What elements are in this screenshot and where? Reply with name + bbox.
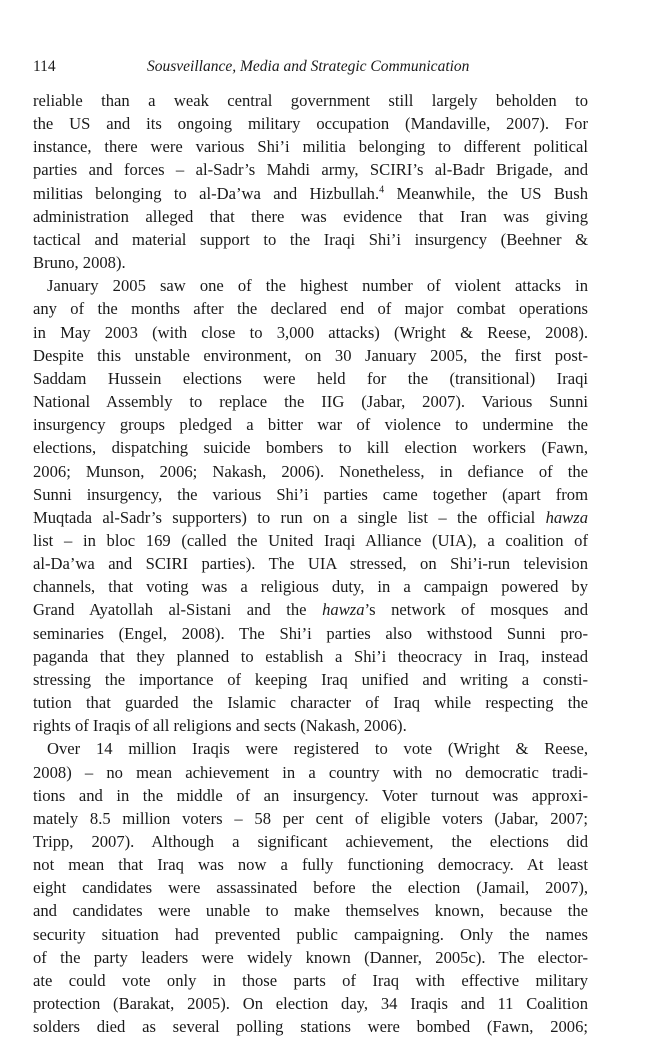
page-number: 114 <box>33 58 56 75</box>
text-line: reliable than a weak central government still largely beholden to <box>33 91 588 110</box>
italic-term: hawza <box>322 600 365 620</box>
text-line: administration alleged that there was evidence that Iran was giving <box>33 206 588 226</box>
body-text <box>33 89 588 1038</box>
text-line: protection (Barakat, 2005). On election day, 34 Iraqis and 11 Coalition <box>33 994 588 1014</box>
text-line: not mean that Iraq was now a fully functioning democracy. At least <box>33 855 588 875</box>
text-line <box>33 598 588 621</box>
text-line: 2006; Munson, 2006; Nakash, 2006). Nonetheless, in defiance of the <box>33 461 588 481</box>
text-line: of the party leaders were widely known (Danner, 2005c). The elector- <box>33 947 588 967</box>
text-segment: Muqtada al-Sadr’s supporters) to run on a single list – the official <box>33 507 546 527</box>
text-line: Despite this unstable environment, on 30 January 2005, the first post- <box>33 345 588 365</box>
text-segment: ’s network of mosques and <box>364 600 588 620</box>
text-line <box>33 506 588 529</box>
text-segment: militias belonging to al-Da’wa and Hizbullah. <box>33 183 380 203</box>
text-segment: Grand Ayatollah al-Sistani and the <box>33 600 323 620</box>
text-line: Saddam Hussein elections were held for the (transitional) Iraqi <box>33 368 588 388</box>
text-line: January 2005 saw one of the highest number of violent attacks in <box>47 276 588 296</box>
text-line: any of the months after the declared end of major combat operations <box>33 299 588 319</box>
text-line: insurgency groups pledged a bitter war of violence to undermine the <box>33 415 588 435</box>
text-line: ate could vote only in those parts of Iraq with effective military <box>33 970 588 990</box>
text-line: mately 8.5 million voters – 58 per cent of eligible voters (Jabar, 2007; <box>33 808 588 828</box>
text-line: in May 2003 (with close to 3,000 attacks) (Wright & Reese, 2008). <box>33 322 588 342</box>
text-line: security situation had prevented public campaigning. Only the names <box>33 924 588 944</box>
italic-term: hawza <box>545 507 588 527</box>
text-line <box>33 182 588 205</box>
text-line: Bruno, 2008). <box>33 253 126 273</box>
text-line: National Assembly to replace the IIG (Jabar, 2007). Various Sunni <box>33 392 588 412</box>
text-segment: Meanwhile, the US Bush <box>384 183 588 203</box>
paragraph-1 <box>33 89 588 274</box>
text-line: channels, that voting was a religious duty, in a campaign powered by <box>33 577 588 597</box>
text-line: elections, dispatching suicide bombers to kill election workers (Fawn, <box>33 438 588 458</box>
paragraph-2 <box>33 274 588 737</box>
text-line: paganda that they planned to establish a Shi’i theocracy in Iraq, instead <box>33 646 588 666</box>
paragraph-3 <box>33 737 588 1038</box>
text-line: rights of Iraqis of all religions and sects (Nakash, 2006). <box>33 716 407 736</box>
text-line: and candidates were unable to make themselves known, because the <box>33 901 588 921</box>
text-line: tactical and material support to the Iraqi Shi’i insurgency (Beehner & <box>33 229 588 249</box>
running-header <box>33 55 588 79</box>
footnote-marker: 4 <box>379 184 385 196</box>
running-title: Sousveillance, Media and Strategic Communication <box>147 58 470 75</box>
text-line: solders died as several polling stations were bombed (Fawn, 2006; <box>33 1017 588 1037</box>
text-line: instance, there were various Shi’i militia belonging to different political <box>33 137 588 157</box>
text-line: Tripp, 2007). Although a significant achievement, the elections did <box>33 832 588 851</box>
text-line: Sunni insurgency, the various Shi’i parties came together (apart from <box>33 484 588 504</box>
book-page <box>33 55 588 1038</box>
text-line: tution that guarded the Islamic character of Iraq while respecting the <box>33 693 588 713</box>
text-line: tions and in the middle of an insurgency. Voter turnout was approxi- <box>33 785 588 805</box>
text-line: 2008) – no mean achievement in a country with no democratic tradi- <box>33 762 588 782</box>
text-line: al-Da’wa and SCIRI parties). The UIA stressed, on Shi’i-run television <box>33 554 588 574</box>
text-line: eight candidates were assassinated before the election (Jamail, 2007), <box>33 878 588 898</box>
text-line: the US and its ongoing military occupation (Mandaville, 2007). For <box>33 114 588 134</box>
text-line: stressing the importance of keeping Iraq unified and writing a consti- <box>33 669 588 689</box>
text-line: seminaries (Engel, 2008). The Shi’i parties also withstood Sunni pro- <box>33 623 588 643</box>
text-line: list – in bloc 169 (called the United Iraqi Alliance (UIA), a coalition of <box>33 530 588 550</box>
text-line: parties and forces – al-Sadr’s Mahdi army, SCIRI’s al-Badr Brigade, and <box>33 160 588 180</box>
text-line: Over 14 million Iraqis were registered to vote (Wright & Reese, <box>47 739 588 759</box>
